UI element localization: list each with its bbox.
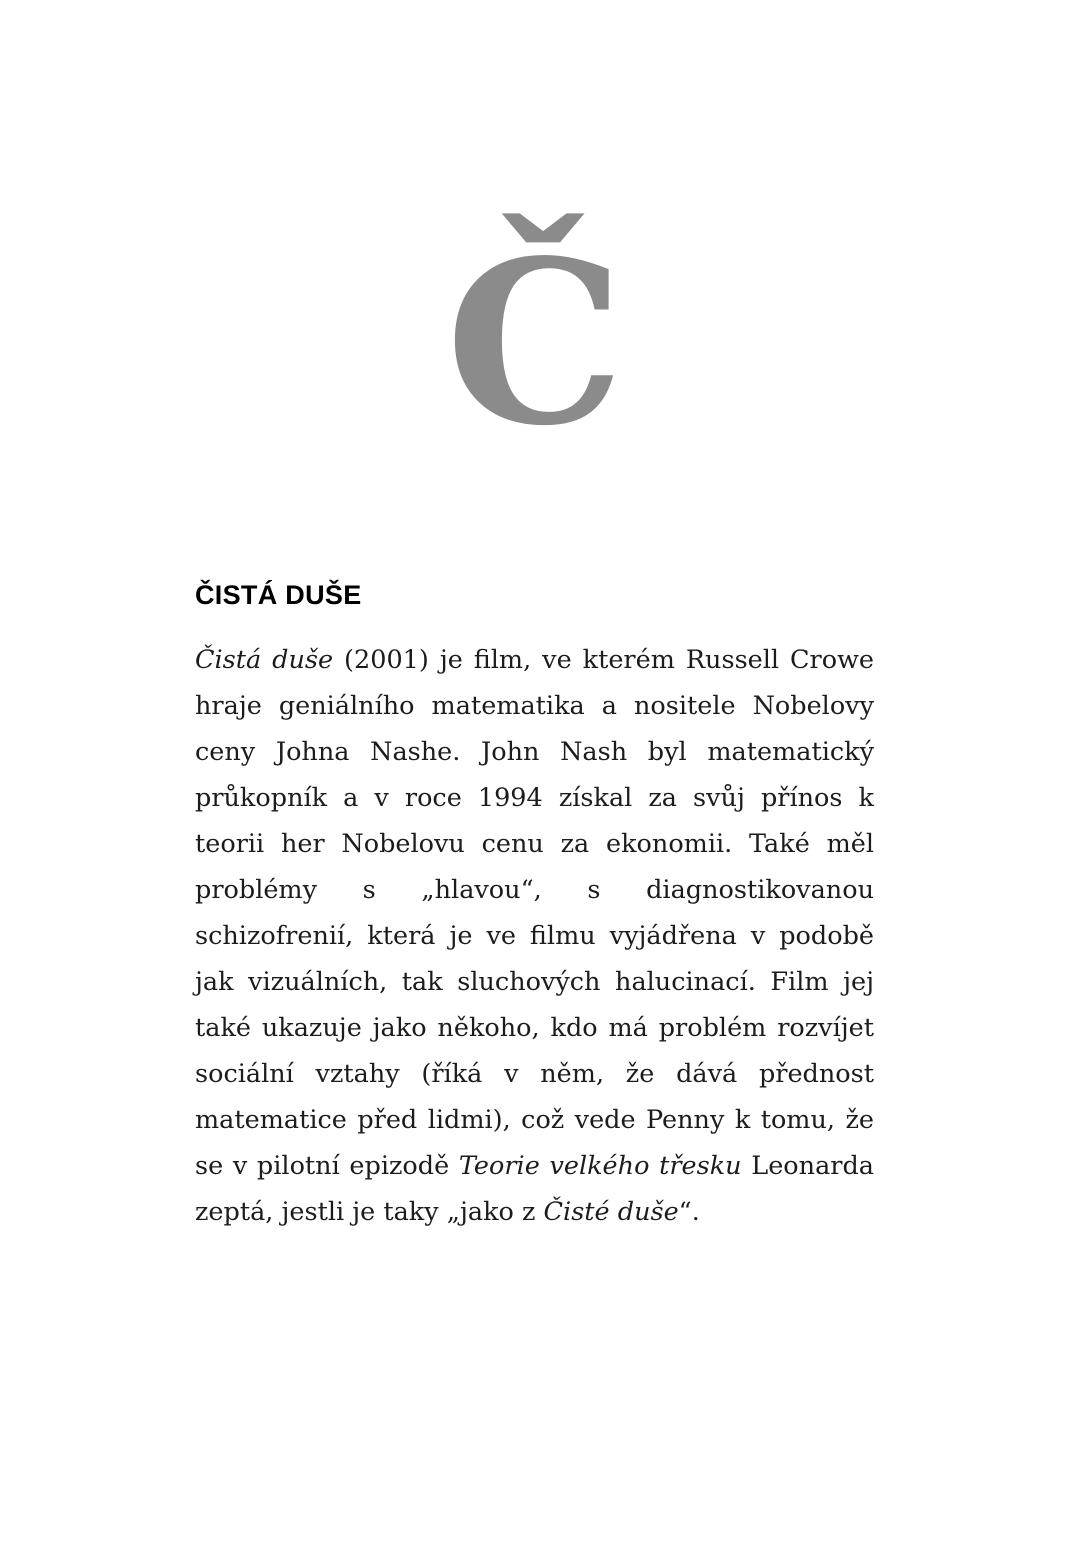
- chapter-divider-letter: Č: [445, 212, 623, 476]
- body-paragraph: Čistá duše (2001) je film, ve kterém Russell Crowe hraje geniálního matematika a nositele Nobelovy ceny Johna Nashe. John Nash byl matematický průkopník a v roce 1994 získal za svůj přínos k teorii her Nobelovu cenu za ekonomii. Také měl problémy s „hlavou“, s diagnostikovanou schizofrenií, která je ve filmu vyjádřena v podobě jak vizuálních, tak sluchových halucinací. Film jej také ukazuje jako někoho, kdo má problém rozvíjet sociální vztahy (říká v něm, že dává přednost matematice před lidmi), což vede Penny k tomu, že se v pilotní epizodě Teorie velkého třesku Leonarda zeptá, jestli je taky „jako z Čisté duše“.: [195, 644, 874, 1227]
- section-heading: ČISTÁ DUŠE: [195, 580, 362, 611]
